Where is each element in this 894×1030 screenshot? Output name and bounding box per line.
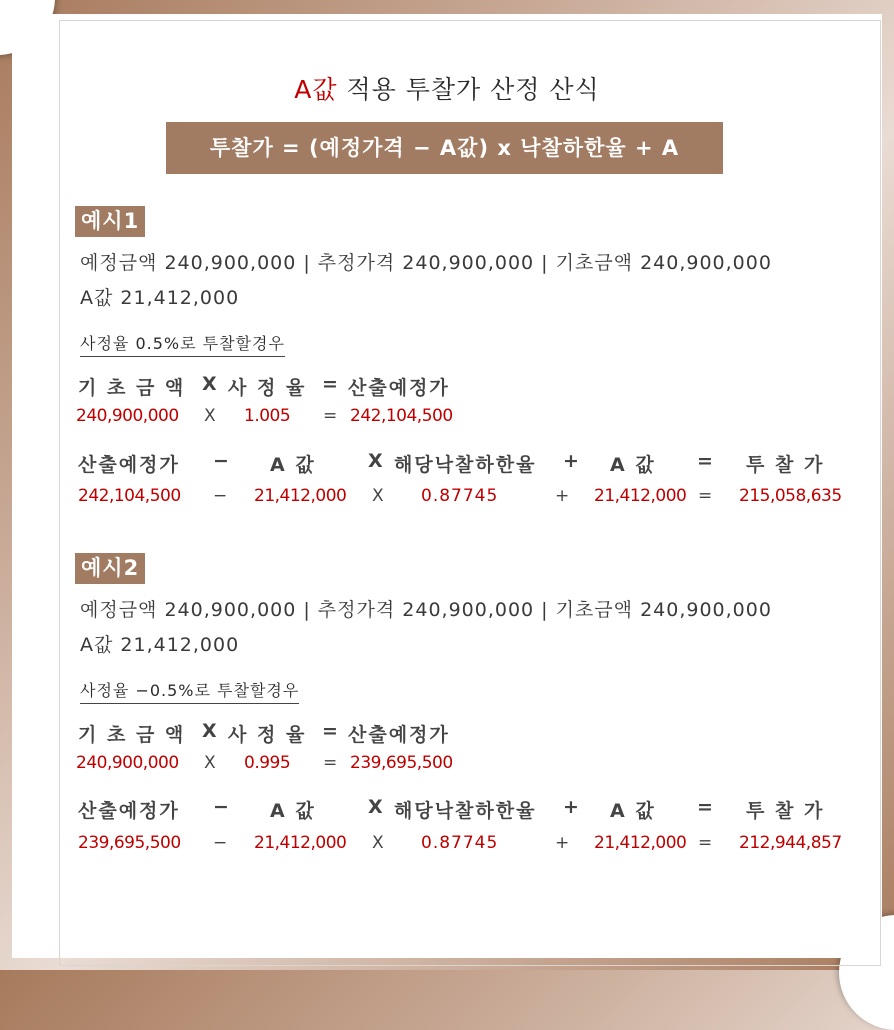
header-computed-estimate: 산출예정가 [78, 800, 180, 822]
page-title [0, 70, 894, 106]
example-badge: 예시2 [75, 553, 145, 584]
value-equals: = [323, 753, 338, 773]
title-rest: 적용 투찰가 산정 산식 [337, 75, 600, 104]
formula-banner: 투찰가 = (예정가격 − A값) x 낙찰하한율 + A [166, 122, 723, 174]
header-equals: = [322, 720, 340, 742]
value-bid-price: 212,944,857 [739, 833, 842, 853]
example-info-line2: A값 21,412,000 [80, 287, 240, 309]
header-multiply: X [202, 720, 219, 742]
value-equals: = [698, 833, 713, 853]
example-condition: 사정율 0.5%로 투찰할경우 [80, 331, 285, 357]
value-multiply: X [372, 486, 384, 506]
header-adjust-rate: 사 정 율 [228, 377, 307, 399]
example-condition: 사정율 −0.5%로 투찰할경우 [80, 678, 299, 704]
value-computed-estimate: 239,695,500 [350, 753, 453, 773]
header-minus: − [213, 796, 231, 818]
example-info-line1: 예정금액 240,900,000 | 추정가격 240,900,000 | 기초금액 240,900,000 [80, 252, 772, 274]
value-plus: + [555, 833, 570, 853]
value-computed-estimate: 242,104,500 [350, 406, 453, 426]
value-minus: − [213, 833, 228, 853]
header-bid-price: 투 찰 가 [746, 800, 825, 822]
value-bid-price: 215,058,635 [739, 486, 842, 506]
value-multiply: X [372, 833, 384, 853]
header-bid-price: 투 찰 가 [746, 454, 825, 476]
value-lower-limit-rate: 0.87745 [421, 486, 499, 506]
header-computed-estimate: 산출예정가 [348, 377, 450, 399]
value-equals: = [698, 486, 713, 506]
header-multiply: X [368, 450, 385, 472]
header-lower-limit-rate: 해당낙찰하한율 [394, 800, 537, 822]
header-equals: = [697, 796, 715, 818]
header-a-value: A 값 [270, 800, 316, 822]
value-lower-limit-rate: 0.87745 [421, 833, 499, 853]
value-adjust-rate: 1.005 [244, 406, 291, 426]
example-info-line2: A값 21,412,000 [80, 634, 240, 656]
header-multiply: X [202, 373, 219, 395]
header-equals: = [322, 373, 340, 395]
header-plus: + [563, 796, 581, 818]
value-minus: − [213, 486, 228, 506]
header-base-amount: 기 초 금 액 [78, 724, 186, 746]
value-a-value: 21,412,000 [254, 833, 347, 853]
header-computed-estimate: 산출예정가 [348, 724, 450, 746]
value-adjust-rate: 0.995 [244, 753, 291, 773]
header-a-value: A 값 [270, 454, 316, 476]
value-a-value-2: 21,412,000 [594, 833, 687, 853]
value-base-amount: 240,900,000 [76, 406, 179, 426]
value-computed-estimate: 242,104,500 [78, 486, 181, 506]
value-multiply: X [204, 753, 216, 773]
header-plus: + [563, 450, 581, 472]
value-a-value: 21,412,000 [254, 486, 347, 506]
value-equals: = [323, 406, 338, 426]
value-a-value-2: 21,412,000 [594, 486, 687, 506]
example-badge: 예시1 [75, 206, 145, 237]
header-multiply: X [368, 796, 385, 818]
value-multiply: X [204, 406, 216, 426]
value-plus: + [555, 486, 570, 506]
header-adjust-rate: 사 정 율 [228, 724, 307, 746]
header-equals: = [697, 450, 715, 472]
example-info-line1: 예정금액 240,900,000 | 추정가격 240,900,000 | 기초금액 240,900,000 [80, 599, 772, 621]
header-a-value-2: A 값 [610, 454, 656, 476]
value-computed-estimate: 239,695,500 [78, 833, 181, 853]
header-a-value-2: A 값 [610, 800, 656, 822]
header-base-amount: 기 초 금 액 [78, 377, 186, 399]
header-minus: − [213, 450, 231, 472]
header-computed-estimate: 산출예정가 [78, 454, 180, 476]
value-base-amount: 240,900,000 [76, 753, 179, 773]
header-lower-limit-rate: 해당낙찰하한율 [394, 454, 537, 476]
title-accent: A값 [294, 75, 338, 104]
